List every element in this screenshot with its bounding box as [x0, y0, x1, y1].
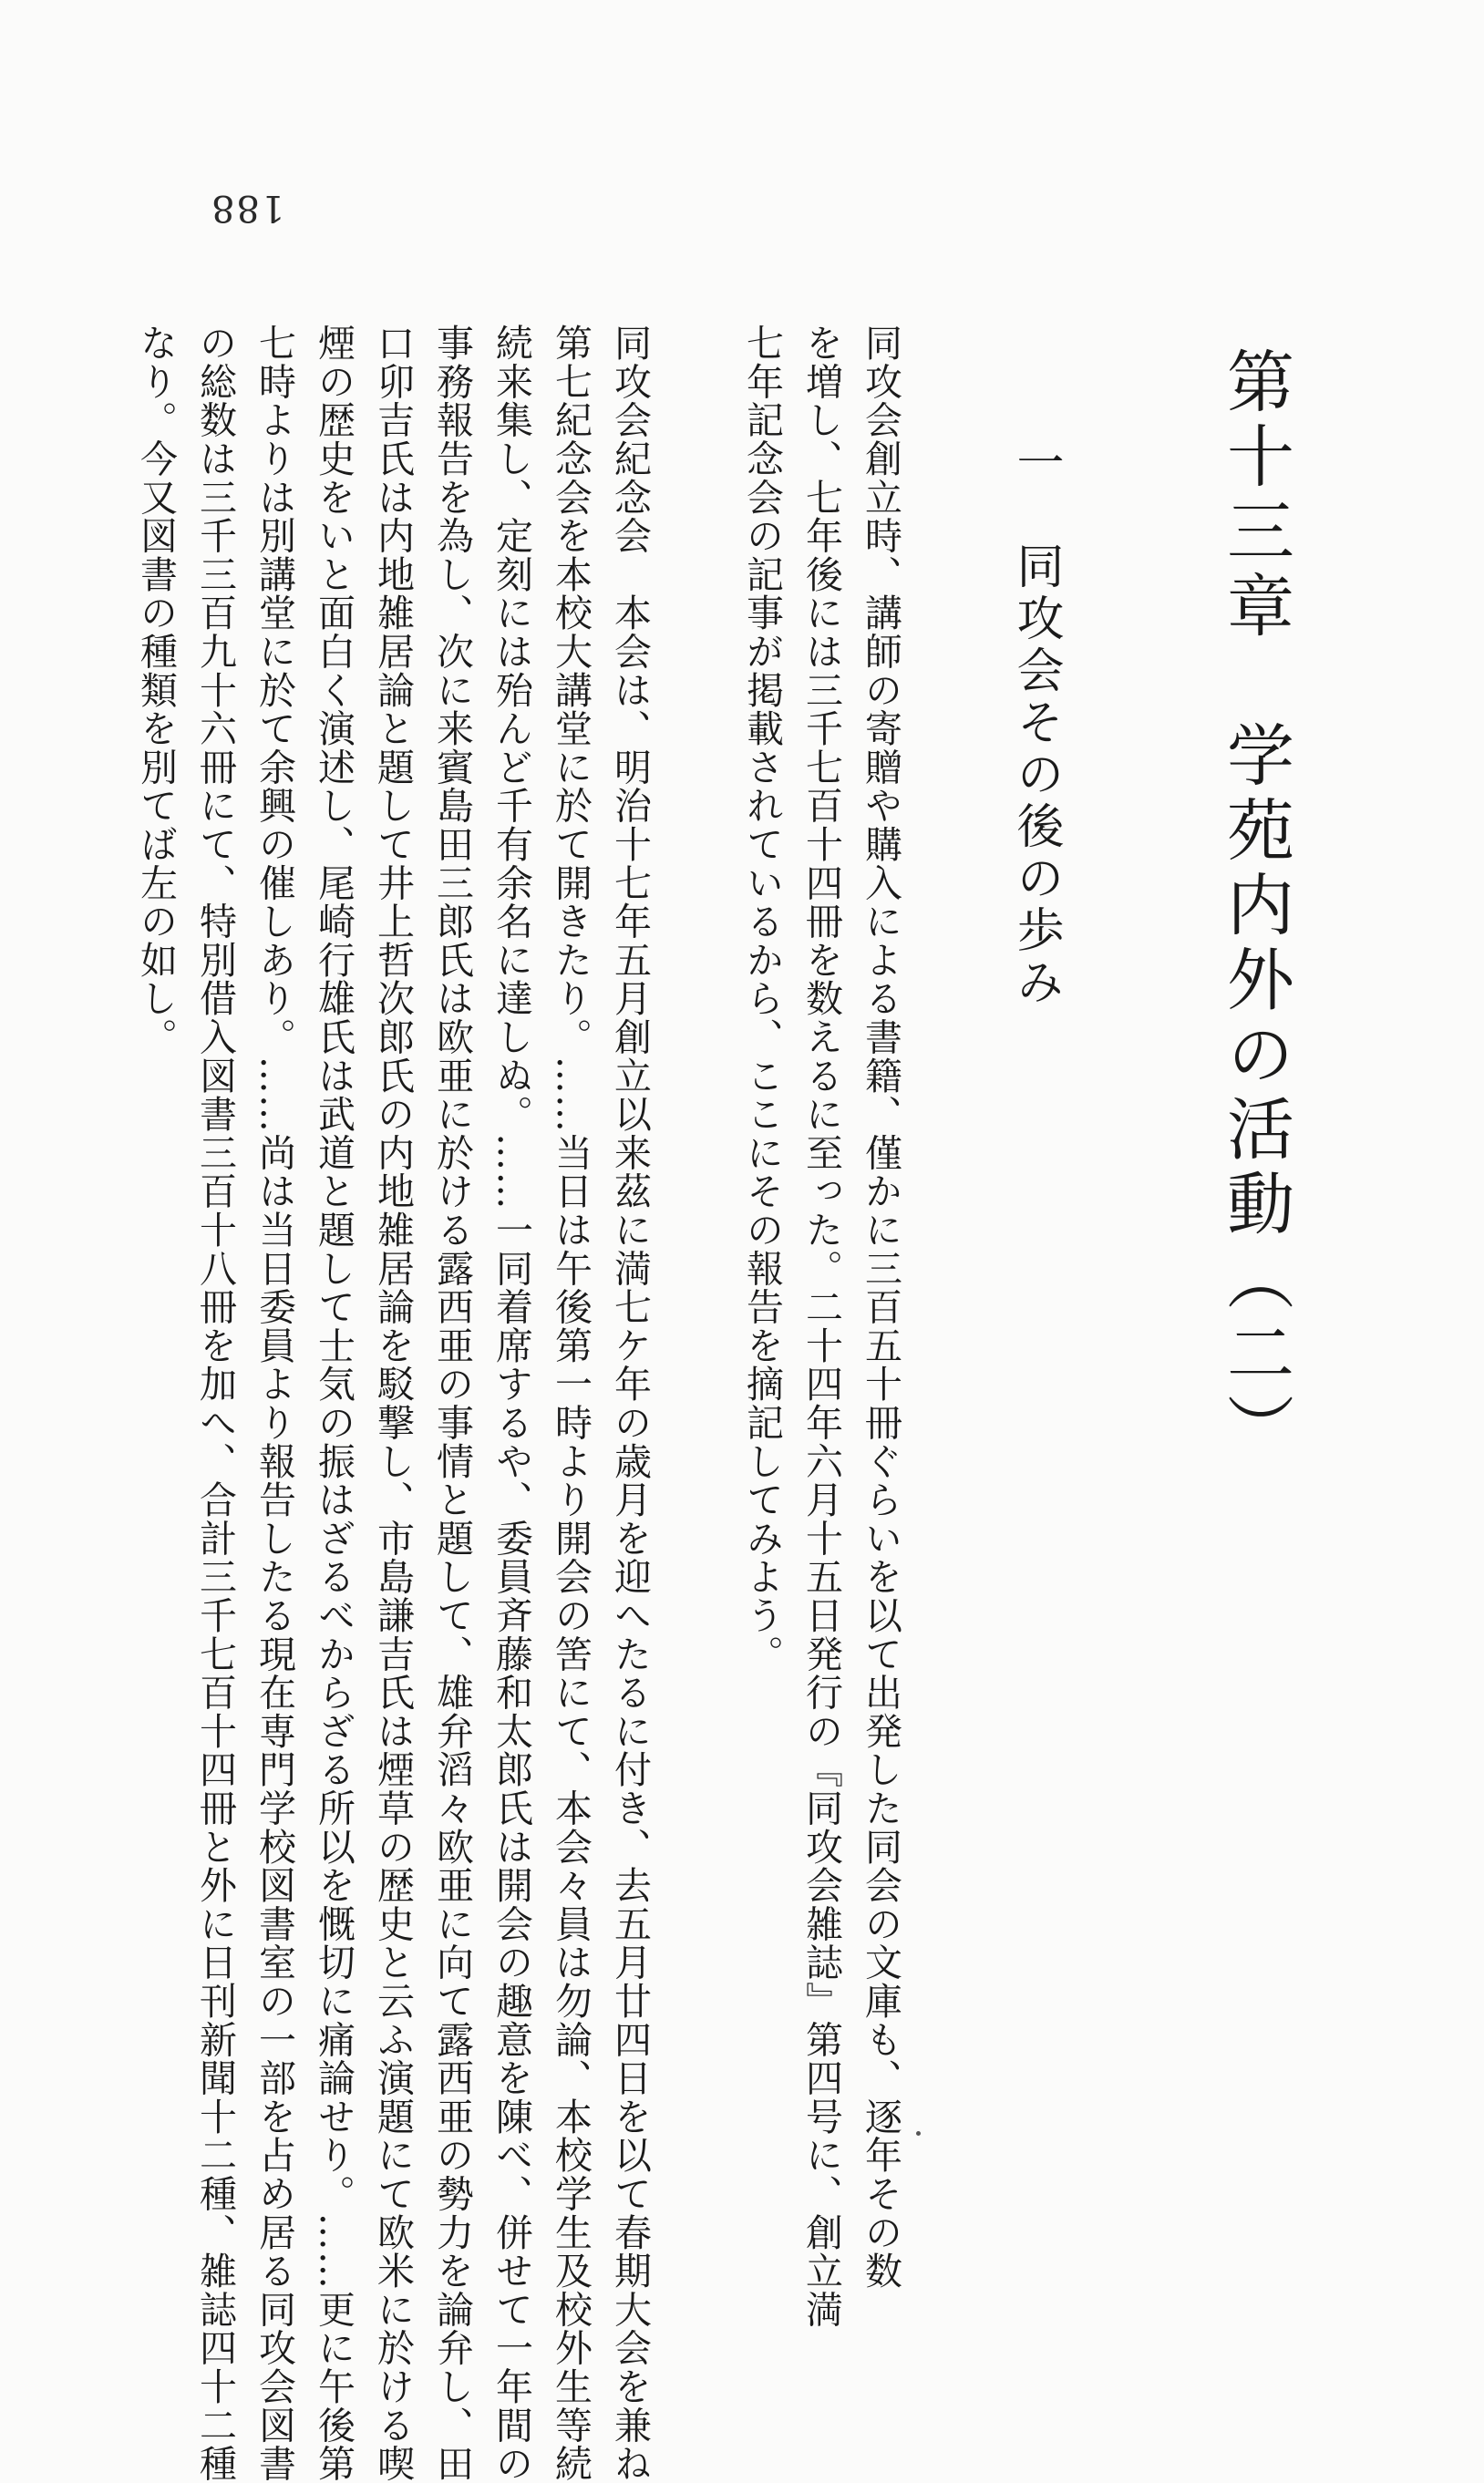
text-line: 煙の歴史をいと面白く演述し、尾崎行雄氏は武道と題して士気の振はざるべからざる所以を慨切に痛論せり。……更に午後第: [312, 324, 356, 2483]
text-line: 七時よりは別講堂に於て余興の催しあり。……尚は当日委員より報告したる現在専門学校図書室の一部を占め居る同攻会図書: [252, 324, 296, 2483]
stray-mark: [916, 2131, 921, 2136]
text-line: を増し、七年後には三千七百十四冊を数えるに至った。二十四年六月十五日発行の『同攻会雑誌』第四号に、創立満: [799, 324, 843, 2329]
text-line: 第七紀念会を本校大講堂に於て開きたり。……当日は午後第一時より開会の筈にて、本会々員は勿論、本校学生及校外生等続: [549, 324, 593, 2483]
text-line: の総数は三千三百九十六冊にて、特別借入図書三百十八冊を加へ、合計三千七百十四冊と外に日刊新聞十二種、雑誌四十二種: [193, 324, 237, 2483]
page-number: 188: [210, 187, 285, 229]
text-line: 七年記念会の記事が掲載されているから、ここにその報告を摘記してみよう。: [740, 324, 784, 1674]
section-heading: 一 同攻会その後の歩み: [1008, 438, 1063, 1009]
text-line: なり。今又図書の種類を別てば左の如し。: [134, 324, 178, 1056]
text-line: 口卯吉氏は内地雑居論と題して井上哲次郎氏の内地雑居論を駁撃し、市島謙吉氏は煙草の歴史と云ふ演題にて欧米に於ける喫: [371, 324, 415, 2483]
text-line: 同攻会紀念会 本会は、明治十七年五月創立以来茲に満七ケ年の歳月を迎へたるに付き、去五月廿四日を以て春期大会を兼ね: [608, 324, 652, 2483]
text-line: 続来集し、定刻には殆んど千有余名に達しぬ。……一同着席するや、委員斉藤和太郎氏は開会の趣意を陳べ、併せて一年間の: [490, 324, 533, 2483]
chapter-title: 第十三章 学苑内外の活動（二）: [1216, 346, 1294, 1468]
text-line: 事務報告を為し、次に来賓島田三郎氏は欧亜に於ける露西亜の事情と題して、雄弁滔々欧亜に向て露西亜の勢力を論弁し、田: [430, 324, 474, 2483]
text-line: 同攻会創立時、講師の寄贈や購入による書籍、僅かに三百五十冊ぐらいを以て出発した同会の文庫も、逐年その数: [859, 324, 902, 2291]
